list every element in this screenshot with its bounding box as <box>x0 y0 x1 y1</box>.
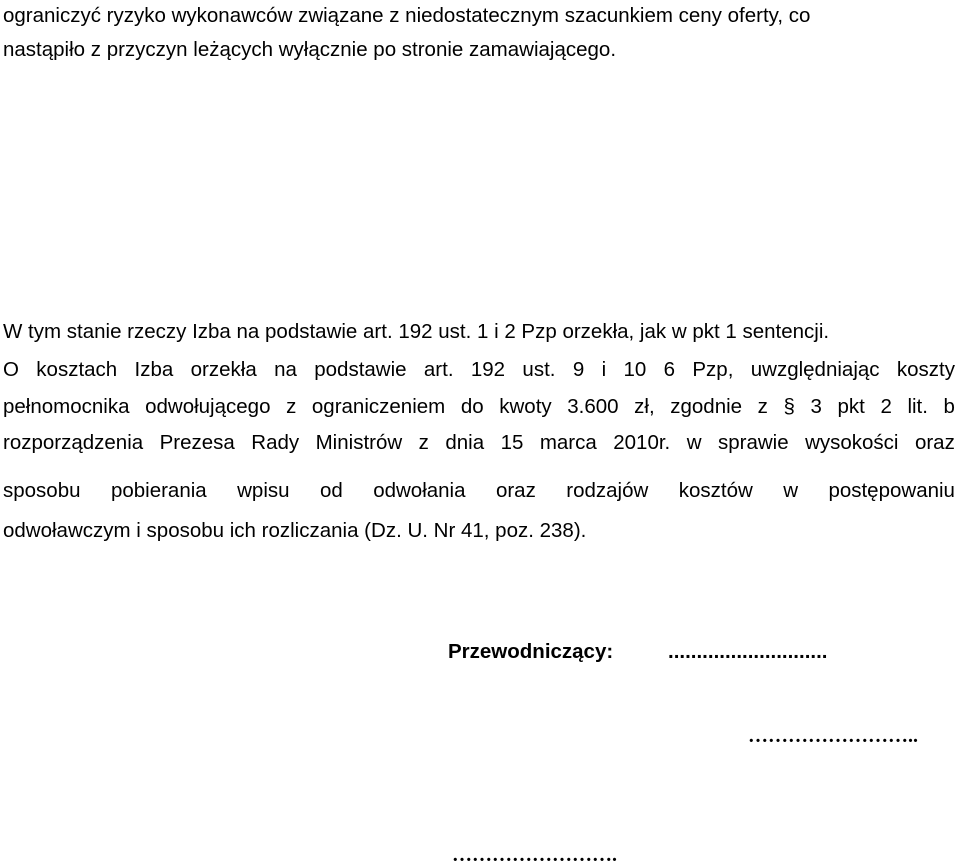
word: odwołującego <box>145 395 271 418</box>
costs-paragraph-line <box>3 397 955 418</box>
word: uwzględniając <box>750 358 880 381</box>
word: 9 <box>572 358 585 381</box>
costs-paragraph-line <box>3 481 955 502</box>
word: rozporządzenia <box>3 431 144 454</box>
word: 3.600 <box>567 395 619 418</box>
word: Pzp, <box>692 358 734 381</box>
costs-paragraph-last-line: odwoławczym i sposobu ich rozliczania (Dz. U. Nr 41, poz. 238). <box>3 519 587 542</box>
word: i <box>601 358 607 381</box>
word: ograniczeniem <box>311 395 446 418</box>
word: 15 <box>500 431 524 454</box>
word: Izba <box>134 358 174 381</box>
word: marca <box>539 431 597 454</box>
signature-line: …………………….. <box>748 725 918 747</box>
costs-paragraph-line <box>3 360 955 381</box>
word: koszty <box>896 358 955 381</box>
word: z <box>418 431 429 454</box>
word: ust. <box>522 358 556 381</box>
word: 3 <box>810 395 822 418</box>
word: oraz <box>914 431 955 454</box>
word: rodzajów <box>566 479 649 502</box>
word: postępowaniu <box>828 479 955 502</box>
signature-dots: ............................ <box>668 640 828 663</box>
signature-line: ……………………. <box>452 844 617 866</box>
word: § <box>783 395 795 418</box>
word: 2010r. <box>613 431 671 454</box>
word: na <box>274 358 297 381</box>
word: Ministrów <box>315 431 403 454</box>
word: lit. <box>907 395 928 418</box>
word: 10 <box>623 358 647 381</box>
word: w <box>783 479 799 502</box>
word: odwołania <box>373 479 466 502</box>
word: zł, <box>634 395 655 418</box>
word: kosztów <box>678 479 753 502</box>
word: zgodnie <box>670 395 743 418</box>
word: w <box>686 431 702 454</box>
word: dnia <box>445 431 485 454</box>
word: Rady <box>251 431 300 454</box>
word: pełnomocnika <box>3 395 130 418</box>
word: kwoty <box>499 395 552 418</box>
ruling-paragraph: W tym stanie rzeczy Izba na podstawie art. 192 ust. 1 i 2 Pzp orzekła, jak w pkt 1 sentencji. <box>3 320 830 343</box>
word: art. <box>423 358 454 381</box>
word: sposobu <box>3 479 81 502</box>
word: pobierania <box>110 479 207 502</box>
chairman-label: Przewodniczący: <box>448 640 614 663</box>
word: sprawie <box>717 431 789 454</box>
word: 192 <box>470 358 506 381</box>
costs-paragraph-line <box>3 433 955 454</box>
paragraph-line: nastąpiło z przyczyn leżących wyłącznie po stronie zamawiającego. <box>3 38 617 61</box>
word: Prezesa <box>159 431 235 454</box>
word: kosztach <box>36 358 118 381</box>
word: b <box>943 395 955 418</box>
word: 2 <box>880 395 892 418</box>
word: 6 <box>663 358 676 381</box>
word: od <box>319 479 343 502</box>
word: wpisu <box>237 479 290 502</box>
word: z <box>286 395 297 418</box>
word: do <box>460 395 484 418</box>
word: O <box>3 358 19 381</box>
paragraph-line: ograniczyć ryzyko wykonawców związane z niedostatecznym szacunkiem ceny oferty, co <box>3 4 811 27</box>
word: z <box>757 395 768 418</box>
word: orzekła <box>190 358 257 381</box>
word: oraz <box>495 479 536 502</box>
word: podstawie <box>314 358 407 381</box>
word: wysokości <box>805 431 899 454</box>
word: pkt <box>837 395 865 418</box>
